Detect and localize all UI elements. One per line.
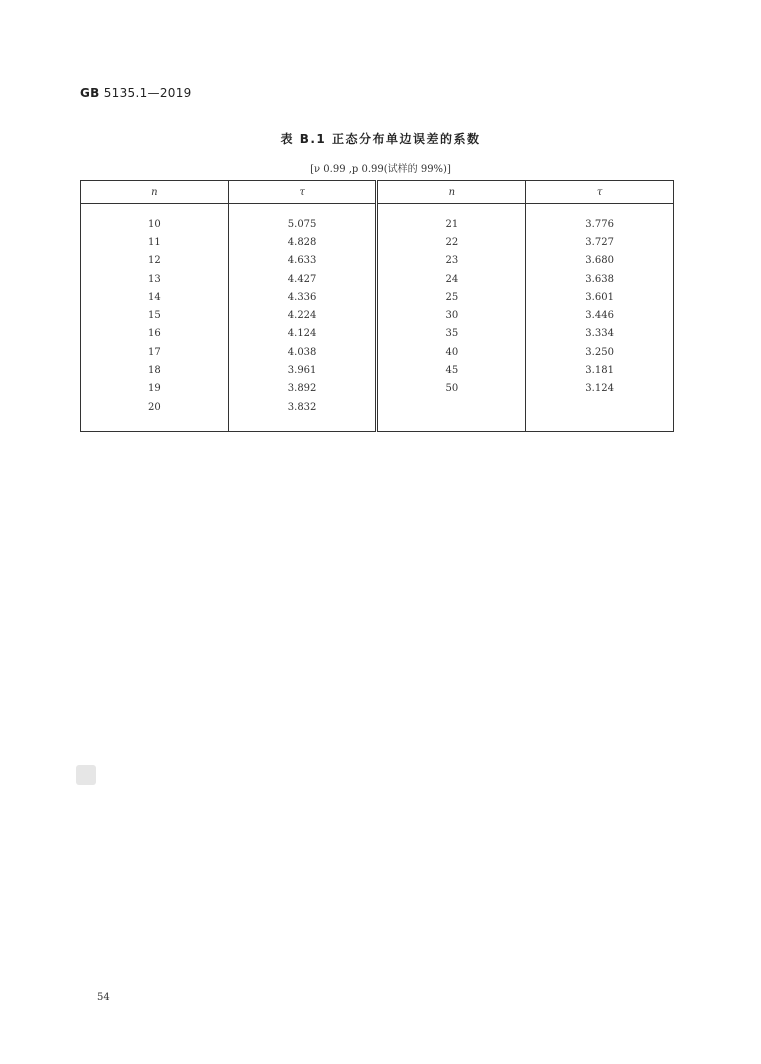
- cell-n: 15: [81, 306, 229, 324]
- table-title: 表 B.1 正态分布单边误差的系数: [280, 132, 481, 146]
- cell-n: 14: [81, 288, 229, 306]
- cell-n: 18: [81, 361, 229, 379]
- table-row: [81, 306, 674, 324]
- cell-n: 23: [377, 252, 526, 270]
- column-header-tau-left: τ: [228, 181, 377, 204]
- cell-tau: 4.427: [228, 270, 377, 288]
- cell-tau: 3.250: [526, 343, 674, 361]
- cell-tau: 3.832: [228, 398, 377, 416]
- cell-tau: 3.680: [526, 252, 674, 270]
- cell-tau: 4.124: [228, 325, 377, 343]
- table-row: [81, 233, 674, 251]
- cell-tau: 5.075: [228, 215, 377, 233]
- cell-n: 19: [81, 380, 229, 398]
- cell-n: 40: [377, 343, 526, 361]
- cell-tau: 3.446: [526, 306, 674, 324]
- cell-tau: [526, 398, 674, 416]
- cell-n: 30: [377, 306, 526, 324]
- table-row: [81, 380, 674, 398]
- cell-tau: 3.601: [526, 288, 674, 306]
- cell-tau: 4.224: [228, 306, 377, 324]
- cell-n: 13: [81, 270, 229, 288]
- table-row: [81, 361, 674, 379]
- table-condition: [ν 0.99 ,p 0.99(试样的 99%)]: [310, 164, 451, 175]
- cell-n: 21: [377, 215, 526, 233]
- cell-n: 22: [377, 233, 526, 251]
- cell-tau: 4.038: [228, 343, 377, 361]
- cell-tau: 3.334: [526, 325, 674, 343]
- cell-tau: 4.336: [228, 288, 377, 306]
- cell-tau: 3.892: [228, 380, 377, 398]
- cell-n: 25: [377, 288, 526, 306]
- table-row: [81, 215, 674, 233]
- cell-n: 35: [377, 325, 526, 343]
- column-header-n-left: n: [81, 181, 229, 204]
- cell-tau: 3.776: [526, 215, 674, 233]
- coefficient-table: [80, 180, 674, 432]
- cell-tau: 3.961: [228, 361, 377, 379]
- cell-tau: 4.633: [228, 252, 377, 270]
- page-number: 54: [97, 992, 110, 1003]
- standard-code: [80, 86, 192, 100]
- gray-marker: [76, 765, 96, 785]
- cell-tau: 3.181: [526, 361, 674, 379]
- cell-n: 17: [81, 343, 229, 361]
- cell-n: 16: [81, 325, 229, 343]
- table-row: [81, 343, 674, 361]
- cell-tau: 3.638: [526, 270, 674, 288]
- cell-tau: 4.828: [228, 233, 377, 251]
- table-row: [81, 398, 674, 416]
- cell-n: 50: [377, 380, 526, 398]
- cell-n: 10: [81, 215, 229, 233]
- cell-n: 24: [377, 270, 526, 288]
- table-header-row: [81, 181, 674, 204]
- table-row: [81, 270, 674, 288]
- cell-n: [377, 398, 526, 416]
- standard-code-prefix: GB: [80, 86, 100, 100]
- cell-n: 11: [81, 233, 229, 251]
- table-row: [81, 252, 674, 270]
- table-row: [81, 288, 674, 306]
- standard-code-number: 5135.1—2019: [103, 86, 192, 100]
- column-header-n-right: n: [377, 181, 526, 204]
- column-header-tau-right: τ: [526, 181, 674, 204]
- cell-n: 12: [81, 252, 229, 270]
- cell-n: 20: [81, 398, 229, 416]
- cell-tau: 3.727: [526, 233, 674, 251]
- cell-n: 45: [377, 361, 526, 379]
- cell-tau: 3.124: [526, 380, 674, 398]
- table-row: [81, 325, 674, 343]
